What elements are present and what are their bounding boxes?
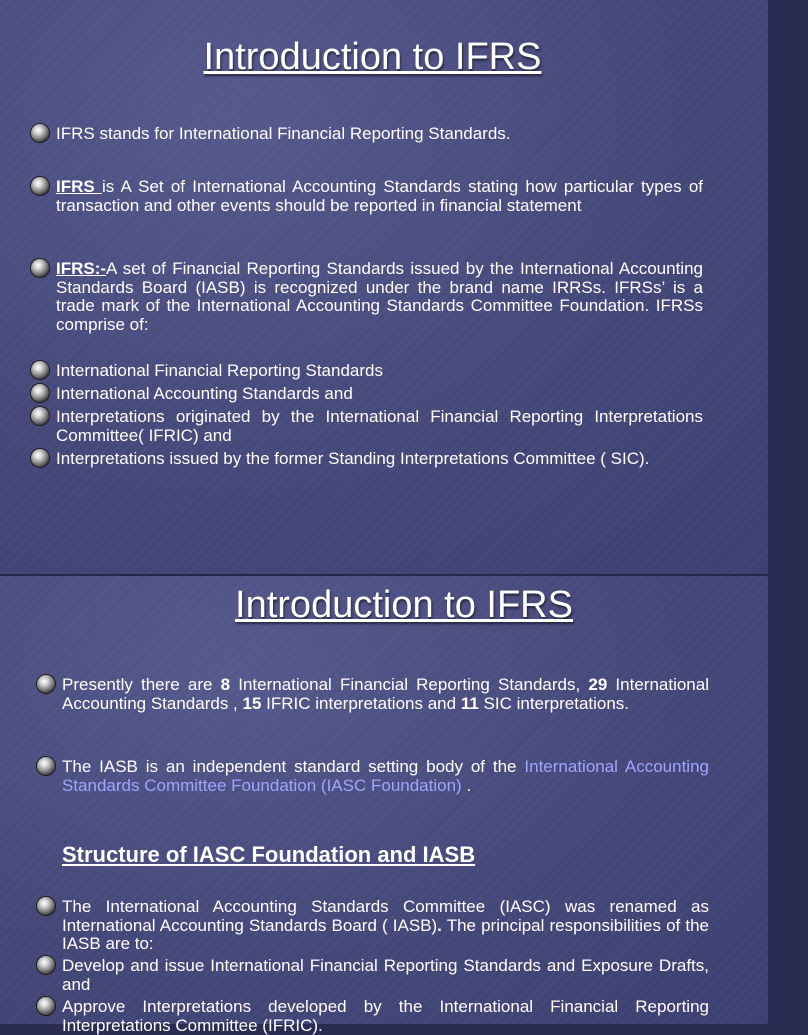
bullet-icon xyxy=(37,897,55,915)
term-ifrs-def: IFRS:- xyxy=(56,259,107,278)
bullet-icon xyxy=(31,177,49,195)
list-item: Approve Interpretations developed by the International Financial Reporting Interpretations Committee (IFRIC). xyxy=(62,998,709,1035)
bullet-icon xyxy=(37,675,55,693)
list-item: Presently there are 8 International Financial Reporting Standards, 29 International Accounting Standards , 15 IFRIC interpretations and 11 SIC interpretations. xyxy=(62,676,709,713)
list-item: Develop and issue International Financial Reporting Standards and Exposure Drafts, and xyxy=(62,957,709,994)
slide-2 xyxy=(0,576,768,1035)
section-heading: Structure of IASC Foundation and IASB xyxy=(62,842,476,867)
list-item: The International Accounting Standards Committee (IASC) was renamed as International Accounting Standards Board ( IASB). The principal responsibilities of the IASB are to: xyxy=(62,898,709,954)
list-item: IFRS stands for International Financial Reporting Standards. xyxy=(56,125,706,144)
bullet-icon xyxy=(31,124,49,142)
list-item: International Financial Reporting Standards xyxy=(56,362,703,381)
list-item: IFRS:-A set of Financial Reporting Standards issued by the International Accounting Standards Board (IASB) is recognized under the brand name IRRSs. IFRSs’ is a trade mark of the International Accounting Standards Committee Foundation. IFRSs comprise of: xyxy=(56,260,703,334)
slide-2-title: Introduction to IFRS xyxy=(235,584,573,626)
bullet-icon xyxy=(31,449,49,467)
list-item: Interpretations originated by the International Financial Reporting Interpretations Committee( IFRIC) and xyxy=(56,408,703,445)
bullet-icon xyxy=(31,384,49,402)
bullet-icon xyxy=(31,407,49,425)
bullet-icon xyxy=(31,361,49,379)
bullet-icon xyxy=(37,757,55,775)
bullet-icon xyxy=(37,956,55,974)
list-item: The IASB is an independent standard setting body of the International Accounting Standards Committee Foundation (IASC Foundation) . xyxy=(62,758,709,795)
slide-1-title: Introduction to IFRS xyxy=(203,36,542,78)
list-item: International Accounting Standards and xyxy=(56,385,703,404)
bullet-icon xyxy=(31,259,49,277)
term-ifrs: IFRS xyxy=(56,177,102,196)
iasc-foundation-link[interactable]: International Accounting Standards Committee Foundation (IASC Foundation) xyxy=(62,757,709,795)
bullet-icon xyxy=(37,997,55,1015)
list-item: Interpretations issued by the former Standing Interpretations Committee ( SIC). xyxy=(56,450,703,469)
list-item: IFRS is A Set of International Accounting Standards stating how particular types of transaction and other events should be reported in financial statement xyxy=(56,178,703,215)
